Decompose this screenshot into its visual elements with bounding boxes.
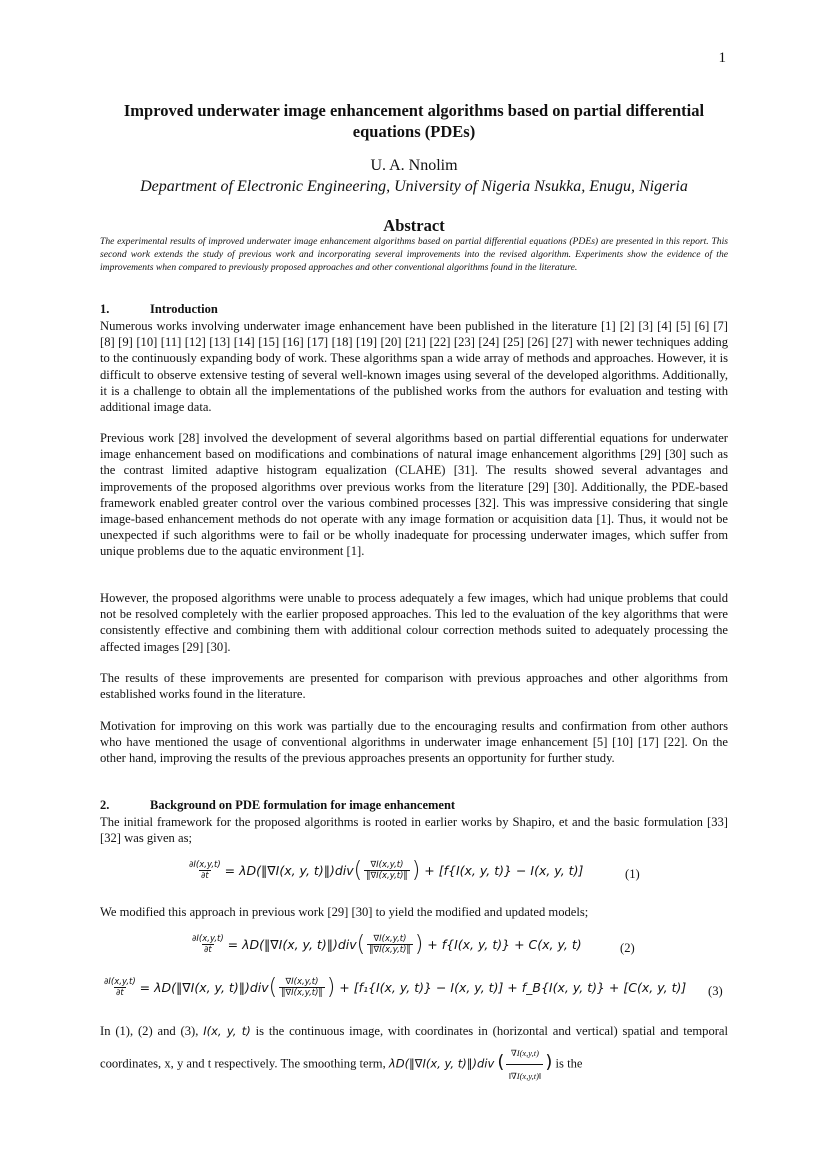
section-2-title: Background on PDE formulation for image enhancement: [150, 798, 456, 812]
eq1-smoothing: = λD(‖∇I(x, y, t)‖)div: [224, 863, 354, 878]
page-number: 1: [718, 50, 726, 66]
eq2-smoothing: = λD(‖∇I(x, y, t)‖)div: [227, 937, 357, 952]
closing-grad-num: ∇I(x,y,t): [510, 1048, 539, 1058]
eq2-grad-den: ‖∇I(x,y,t)‖: [369, 945, 411, 955]
closing-part-b: is the continuous image, with coordinates in (horizontal and vertical) spatial and temporal coordinates, x, y and t respectively. The smoothing term,: [100, 1024, 729, 1071]
eq1-grad-num: ∇I(x,y,t): [370, 860, 404, 870]
equation-2: $\frac{\partial I(x,y,t)}{\partial t}$ = λD(‖∇I(x, y, t)‖)div ( $\frac{\nabla I(x,y,t)}{‖\nabla I(x,y,t)‖}$ ) + f{I(x, y, t)} + C(x, y, t): [192, 931, 582, 957]
eq2-lhs-den: ∂t: [203, 945, 212, 955]
eq3-lhs-num: ∂I(x,y,t): [104, 977, 136, 987]
section-1-number: 1.: [100, 302, 110, 316]
closing-inline-smoothing: λD(‖∇I(x, y, t)‖)div: [388, 1056, 495, 1071]
section-2-closing: In (1), (2) and (3), I(x, y, t) is the continuous image, with coordinates in (horizontal and vertical) spatial and temporal coordinates, x, y and t respectively. The smoothing term, λD(‖∇I(x, y, t)‖)div ( $\frac{\nabla I(x,y,t)}{‖\nabla I(x,y,t)‖}$ ) is the: [100, 1020, 728, 1087]
section-2-intro: The initial framework for the proposed algorithms is rooted in earlier works by Shapiro, et and the basic formulation [33] [32] was given as;: [100, 815, 728, 846]
author-affiliation: Department of Electronic Engineering, University of Nigeria Nsukka, Enugu, Nigeria: [140, 178, 688, 195]
section-1-paragraph-1: Numerous works involving underwater image enhancement have been published in the literature [1] [2] [3] [4] [5] [6] [7] [8] [9] [10] [11] [12] [13] [14] [15] [16] [17] [18] [19] [20] [21] [22] [23] [24] [25] [26] [27] with newer techniques adding to the continuously expanding body of work. These algorithms span a wide array of methods and approaches. However, it is difficult to observe extensive testing of several well-known images using several of the developed algorithms. Additionally, it is a challenge to obtain all the implementations of the published works from the authors for evaluation and testing with additional image data.: [100, 319, 728, 415]
section-1-heading: [100, 302, 728, 317]
abstract-text: The experimental results of improved underwater image enhancement algorithms based on partial differential equations (PDEs) are presented in this report. This second work extends the study of previous work and incorporating several improvements into the revised algorithm. Experiments show the evidence of the improvements when compared to previously proposed approaches and other conventional algorithms found in the literature.: [100, 236, 728, 273]
eq1-lhs-num: ∂I(x,y,t): [189, 860, 221, 870]
section-1-paragraph-3: However, the proposed algorithms were unable to process adequately a few images, which had unique problems that could not be resolved completely with the earlier proposed approaches. This led to the evaluation of the key algorithms that were consistently effective and combining them with additional colour correction methods suited to adequately processing the affected images [29] [30].: [100, 591, 728, 654]
author-name: U. A. Nnolim: [370, 157, 458, 174]
section-2-heading: [100, 798, 728, 813]
section-1-paragraph-5: Motivation for improving on this work was partially due to the encouraging results and confirmation from other authors who have mentioned the usage of conventional algorithms in underwater image enhancement [5] [10] [17] [22]. On the other hand, improving the results of the previous approaches presents an opportunity for further study.: [100, 719, 728, 766]
eq3-rhs: + [f₁{I(x, y, t)} − I(x, y, t)] + f_B{I(x, y, t)} + [C(x, y, t)]: [339, 980, 687, 995]
closing-inline-image: I(x, y, t): [203, 1024, 251, 1038]
equation-1-number: (1): [625, 867, 640, 881]
closing-part-c: is the: [555, 1056, 583, 1071]
abstract-heading: Abstract: [383, 216, 445, 235]
section-2-number: 2.: [100, 798, 110, 812]
eq3-smoothing: = λD(‖∇I(x, y, t)‖)div: [139, 980, 269, 995]
equation-2-number: (2): [620, 941, 635, 955]
section-1-paragraph-2: Previous work [28] involved the development of several algorithms based on partial differential equations for underwater image enhancement based on modifications and combinations of natural image enhancement algorithms [29] [30] such as the contrast limited adaptive histogram equalization (CLAHE) [31]. The results showed several advantages and improvements of the proposed algorithms over previous works from the literature [29] [30]. Additionally, the PDE-based framework enabled greater control over the various combined processes [32]. This was impressive considering that single image-based enhancement methods do not operate with any image formation or acquisition data [1]. Thus, it would not be unexpected if such algorithms were to fail or be wholly inadequate for processing underwater images, which suffer from unique problems due to the aquatic environment [1].: [100, 431, 728, 559]
paper-title: Improved underwater image enhancement algorithms based on partial differential equations (PDEs): [123, 101, 705, 141]
eq2-grad-num: ∇I(x,y,t): [373, 934, 407, 944]
eq1-lhs-den: ∂t: [200, 871, 209, 881]
equation-3-number: (3): [708, 984, 723, 998]
eq3-grad-den: ‖∇I(x,y,t)‖: [281, 988, 323, 998]
closing-grad-den: ‖∇I(x,y,t)‖: [506, 1064, 543, 1087]
equation-1: $\frac{\partial I(x,y,t)}{\partial t}$ = λD(‖∇I(x, y, t)‖)div ( $\frac{\nabla I(x,y,t)}{‖\nabla I(x,y,t)‖}$ ) + [f{I(x, y, t)} − I(x, y, t)]: [189, 857, 584, 883]
eq3-grad-num: ∇I(x,y,t): [285, 977, 319, 987]
eq1-grad-den: ‖∇I(x,y,t)‖: [366, 871, 408, 881]
eq1-rhs: + [f{I(x, y, t)} − I(x, y, t)]: [424, 863, 584, 878]
section-1-title: Introduction: [150, 302, 218, 316]
eq3-lhs-den: ∂t: [115, 988, 124, 998]
equation-3: $\frac{\partial I(x,y,t)}{\partial t}$ = λD(‖∇I(x, y, t)‖)div ( $\frac{\nabla I(x,y,t)}{‖\nabla I(x,y,t)‖}$ ) + [f₁{I(x, y, t)} − I(x, y, t)] + f_B{I(x, y, t)} + [C(x, y, t)]: [104, 974, 687, 1000]
eq2-lhs-num: ∂I(x,y,t): [192, 934, 224, 944]
eq2-rhs: + f{I(x, y, t)} + C(x, y, t): [427, 937, 582, 952]
section-2-between: We modified this approach in previous work [29] [30] to yield the modified and updated models;: [100, 905, 589, 919]
section-1-paragraph-4: The results of these improvements are presented for comparison with previous approaches and other algorithms from established works found in the literature.: [100, 671, 728, 702]
closing-part-a: In (1), (2) and (3),: [100, 1024, 199, 1038]
